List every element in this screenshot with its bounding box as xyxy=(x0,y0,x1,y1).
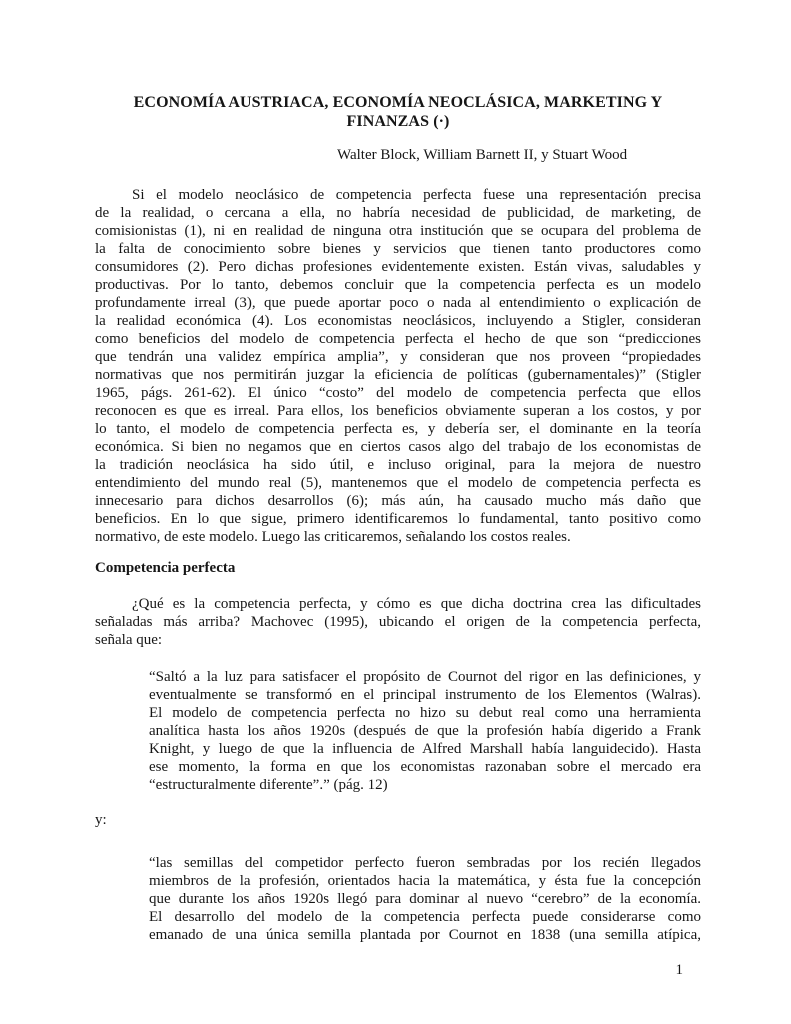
text-line: la tradición neoclásica ha sido útil, e incluso original, para la mejora de nuestro xyxy=(95,457,701,473)
text-line: “Saltó a la luz para satisfacer el propósito de Cournot del rigor en las definiciones, y xyxy=(149,669,701,685)
text-line: 1965, págs. 261-62). El único “costo” del modelo de competencia perfecta que ellos xyxy=(95,385,701,401)
page-number: 1 xyxy=(675,962,683,978)
text-line: consumidores (2). Pero dichas profesiones evidentemente existen. Están vivas, saludables y xyxy=(95,259,701,275)
section-heading: Competencia perfecta xyxy=(95,560,236,576)
question-paragraph xyxy=(95,595,701,649)
intro-paragraph xyxy=(95,186,701,546)
text-line: “estructuralmente diferente”.” (pág. 12) xyxy=(149,777,388,793)
quote-block-1 xyxy=(149,668,701,794)
text-line: que tendrán una validez empírica amplia”, y consideran que nos proveen “propiedades xyxy=(95,349,701,365)
text-line: normativo, de este modelo. Luego las criticaremos, señalando los costos reales. xyxy=(95,529,571,545)
text-line: lo tanto, el modelo de competencia perfecta es, y debería ser, el dominante en la teoría xyxy=(95,421,701,437)
text-line: Knight, y luego de que la influencia de Alfred Marshall había languidecido). Hasta xyxy=(149,741,701,757)
text-line: la falta de conocimiento sobre bienes y servicios que tienen tanto productores como xyxy=(95,241,701,257)
text-line: ese momento, la forma en que los economistas razonaban sobre el mercado era xyxy=(149,759,701,775)
text-line: como beneficios del modelo de competencia perfecta el hecho de que son “predicciones xyxy=(95,331,701,347)
text-line: “las semillas del competidor perfecto fueron sembradas por los recién llegados xyxy=(149,855,701,871)
text-line: eventualmente se transformó en el principal instrumento de los Elementos (Walras). xyxy=(149,687,701,703)
page-content xyxy=(95,93,701,944)
text-line: económica. Si bien no negamos que en ciertos casos algo del trabajo de los economistas de xyxy=(95,439,701,455)
document-title-line1: ECONOMÍA AUSTRIACA, ECONOMÍA NEOCLÁSICA, MARKETING Y xyxy=(133,94,663,111)
text-line: entendimiento del mundo real (5), mantenemos que el modelo de competencia perfecta es xyxy=(95,475,701,491)
text-line: emanado de una única semilla plantada por Cournot en 1838 (una semilla atípica, xyxy=(149,927,701,943)
text-line: ¿Qué es la competencia perfecta, y cómo es que dicha doctrina crea las dificultades xyxy=(132,596,701,612)
text-line: comisionistas (1), ni en realidad de ninguna otra institución que se ocupara del problema de xyxy=(95,223,701,239)
text-line: El modelo de competencia perfecta no hizo su debut real como una herramienta xyxy=(149,705,701,721)
document-title-line2: FINANZAS (·) xyxy=(346,113,450,130)
text-line: normativas que nos permitirán juzgar la eficiencia de políticas (gubernamentales)” (Stigler xyxy=(95,367,701,383)
text-line: la realidad económica (4). Los economistas neoclásicos, incluyendo a Stigler, consideran xyxy=(95,313,701,329)
text-line: beneficios. En lo que sigue, primero identificaremos lo fundamental, tanto positivo como xyxy=(95,511,701,527)
text-line: señala que: xyxy=(95,632,163,648)
text-line: innecesario para dichos desarrollos (6); más aún, ha causado mucho más daño que xyxy=(95,493,701,509)
connector-text: y: xyxy=(95,812,107,828)
text-line: miembros de la profesión, orientados hacia la matemática, y ésta fue la concepción xyxy=(149,873,701,889)
quote-block-2 xyxy=(149,854,701,944)
text-line: de la realidad, o cercana a ella, no habría necesidad de publicidad, de marketing, de xyxy=(95,205,701,221)
text-line: que durante los años 1920s llegó para dominar al nuevo “cerebro” de la economía. xyxy=(149,891,701,907)
text-line: El desarrollo del modelo de la competencia perfecta puede considerarse como xyxy=(149,909,701,925)
text-line: productivas. Por lo tanto, debemos concluir que la competencia perfecta es un modelo xyxy=(95,277,701,293)
text-line: analítica hasta los años 1920s (después de que la profesión había digerido a Frank xyxy=(149,723,701,739)
text-line: señaladas más arriba? Machovec (1995), ubicando el origen de la competencia perfecta, xyxy=(95,614,701,630)
text-line: profundamente irreal (3), que puede aportar poco o nada al entendimiento o explicación de xyxy=(95,295,701,311)
text-line: reconocen es que es irreal. Para ellos, los beneficios obviamente superan a los costos, y por xyxy=(95,403,701,419)
author-byline: Walter Block, William Barnett II, y Stuart Wood xyxy=(337,147,628,163)
text-line: Si el modelo neoclásico de competencia perfecta fuese una representación precisa xyxy=(132,187,701,203)
